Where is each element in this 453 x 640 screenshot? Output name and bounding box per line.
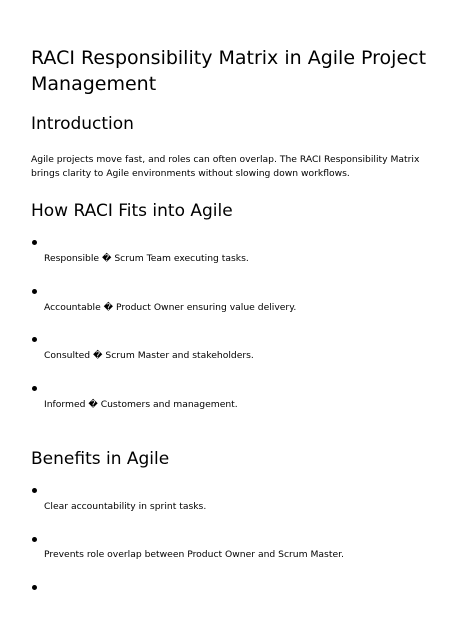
- bullet-icon: [32, 585, 37, 590]
- bullet-icon: [32, 488, 37, 493]
- introduction-paragraph: Agile projects move fast, and roles can often overlap. The RACI Responsibility Matrix brings clarity to Agile environments without slowing down workflows.: [31, 154, 420, 179]
- list-item: Accountable � Product Owner ensuring value delivery.: [44, 302, 297, 313]
- list-item: Consulted � Scrum Master and stakeholders.: [44, 350, 254, 361]
- page-title: RACI Responsibility Matrix in Agile Project Management: [31, 47, 427, 95]
- section-heading-introduction: Introduction: [31, 114, 134, 134]
- bullet-icon: [32, 240, 37, 245]
- bullet-icon: [32, 386, 37, 391]
- list-item: Prevents role overlap between Product Owner and Scrum Master.: [44, 549, 344, 560]
- bullet-icon: [32, 337, 37, 342]
- bullet-icon: [32, 537, 37, 542]
- list-item: Responsible � Scrum Team executing tasks.: [44, 253, 249, 264]
- bullet-icon: [32, 289, 37, 294]
- list-item: Clear accountability in sprint tasks.: [44, 501, 207, 512]
- section-heading-benefits: Benefits in Agile: [31, 449, 170, 469]
- list-item: Informed � Customers and management.: [44, 399, 238, 410]
- section-heading-how-raci-fits: How RACI Fits into Agile: [31, 201, 233, 221]
